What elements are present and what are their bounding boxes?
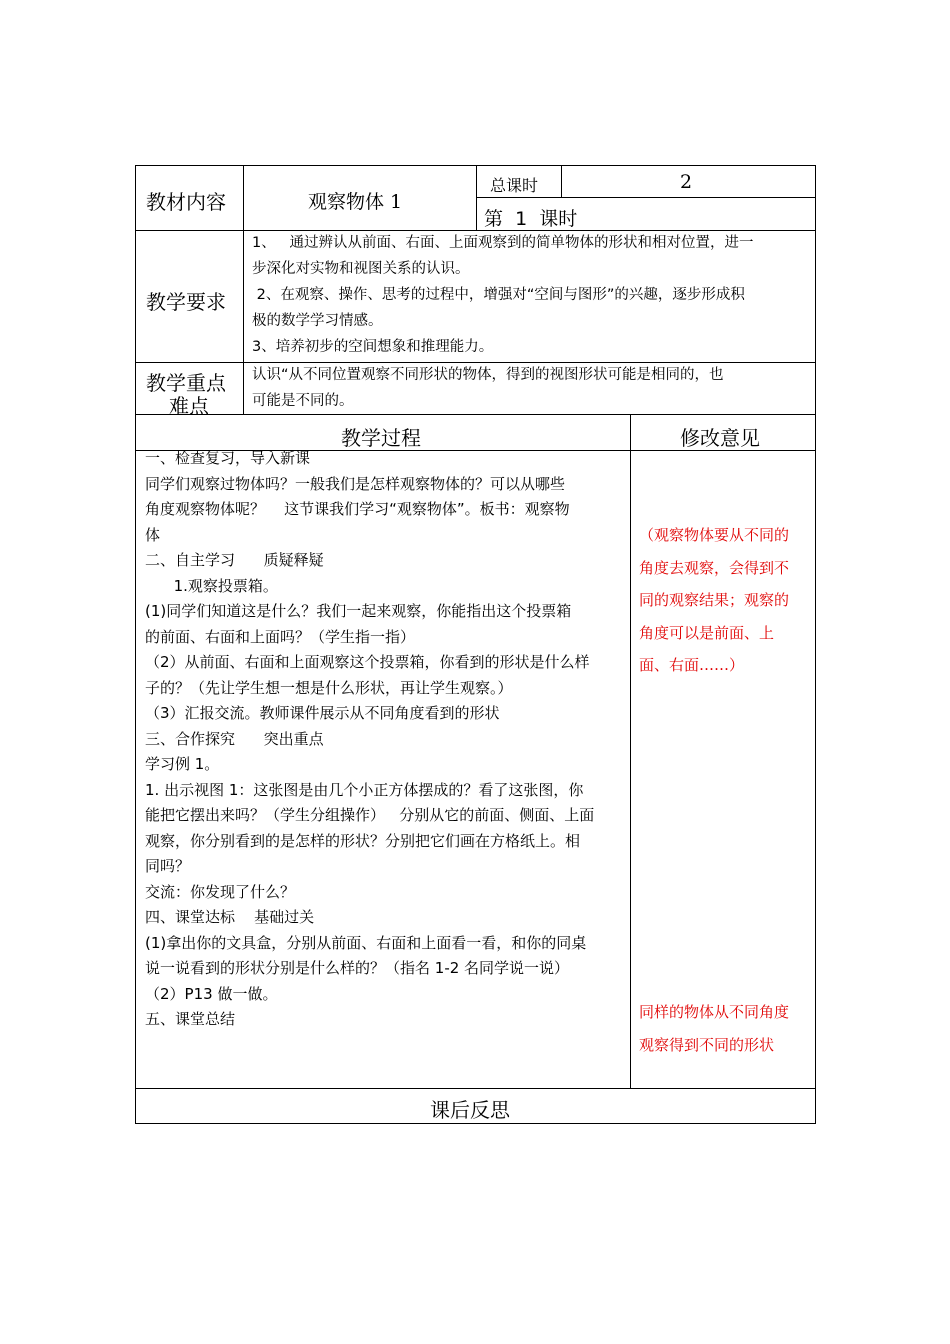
process-line: 体 bbox=[145, 525, 161, 544]
key-points-line: 认识“从不同位置观察不同形状的物体，得到的视图形状可能是相同的，也 bbox=[252, 367, 724, 383]
key-points-label-1: 教学重点 bbox=[146, 371, 226, 395]
process-content bbox=[145, 446, 627, 1033]
requirements-label: 教学要求 bbox=[146, 290, 226, 314]
material-value: 观察物体 1 bbox=[308, 191, 403, 213]
process-line: 三、合作探究 突出重点 bbox=[145, 729, 324, 748]
col-divider bbox=[476, 165, 477, 231]
comment-line: 同样的物体从不同角度 bbox=[639, 1003, 790, 1021]
process-heading: 教学过程 bbox=[341, 426, 421, 450]
comment-line: （观察物体要从不同的 bbox=[639, 526, 790, 544]
process-line: 二、自主学习 质疑释疑 bbox=[145, 551, 324, 569]
process-line: (1)拿出你的文具盒，分别从前面、右面和上面看一看，和你的同桌 bbox=[145, 933, 587, 952]
key-points-label-2: 难点 bbox=[169, 394, 209, 418]
process-line: 五、课堂总结 bbox=[145, 1010, 236, 1028]
table-border-right bbox=[815, 165, 816, 1124]
col-divider bbox=[243, 165, 244, 415]
process-line: 一、检查复习，导入新课 bbox=[145, 449, 311, 467]
requirements-line: 2、在观察、操作、思考的过程中，增强对“空间与图形”的兴趣，逐步形成积 bbox=[252, 287, 745, 303]
comment-line: 角度可以是前面、上 bbox=[639, 623, 775, 642]
comment-note-1 bbox=[639, 519, 811, 682]
process-line: 角度观察物体呢？ 这节课我们学习“观察物体”。板书：观察物 bbox=[145, 500, 570, 518]
col-divider bbox=[561, 165, 562, 198]
comment-note-2 bbox=[639, 996, 811, 1061]
process-line: 说一说看到的形状分别是什么样的？（指名 1-2 名同学说一说） bbox=[145, 959, 570, 977]
comment-line: 同的观察结果；观察的 bbox=[639, 591, 790, 609]
process-line: 同吗？ bbox=[145, 857, 191, 875]
material-label: 教材内容 bbox=[146, 190, 226, 214]
process-line: 学习例 1。 bbox=[145, 755, 220, 773]
row-divider bbox=[135, 414, 816, 415]
process-line: （2）P13 做一做。 bbox=[145, 984, 278, 1003]
process-line: 四、课堂达标 基础过关 bbox=[145, 908, 315, 926]
table-border-left bbox=[135, 165, 136, 1124]
process-line: (1)同学们知道这是什么？我们一起来观察，你能指出这个投票箱 bbox=[145, 602, 572, 620]
key-points-content bbox=[252, 362, 812, 414]
process-line: 1.观察投票箱。 bbox=[145, 576, 278, 595]
process-line: 能把它摆出来吗？（学生分组操作） 分别从它的前面、侧面、上面 bbox=[145, 806, 595, 824]
requirements-line: 极的数学学习情感。 bbox=[252, 313, 383, 329]
comments-heading: 修改意见 bbox=[680, 426, 760, 450]
process-line: 交流：你发现了什么？ bbox=[145, 882, 296, 901]
process-line: （2）从前面、右面和上面观察这个投票箱，你看到的形状是什么样 bbox=[145, 653, 590, 671]
requirements-line: 3、培养初步的空间想象和推理能力。 bbox=[252, 339, 494, 355]
total-hours-label: 总课时 bbox=[490, 176, 539, 195]
col-divider bbox=[630, 414, 631, 1089]
process-line: 子的？（先让学生想一想是什么形状，再让学生观察。） bbox=[145, 678, 513, 697]
requirements-line: 1、 通过辨认从前面、右面、上面观察到的简单物体的形状和相对位置，进一 bbox=[252, 235, 754, 251]
comment-line: 面、右面……） bbox=[639, 656, 745, 674]
lesson-number: 第 1 课时 bbox=[484, 208, 578, 230]
total-hours-value: 2 bbox=[680, 171, 693, 193]
requirements-line: 步深化对实物和视图关系的认识。 bbox=[252, 261, 470, 277]
comment-line: 观察得到不同的形状 bbox=[639, 1035, 775, 1054]
reflection-heading: 课后反思 bbox=[430, 1098, 510, 1122]
comment-line: 角度去观察，会得到不 bbox=[639, 558, 790, 577]
requirements-content bbox=[252, 230, 812, 360]
table-border-bottom bbox=[135, 1123, 816, 1124]
process-line: 同学们观察过物体吗？一般我们是怎样观察物体的？可以从哪些 bbox=[145, 474, 566, 493]
row-divider bbox=[476, 197, 816, 198]
process-line: （3）汇报交流。教师课件展示从不同角度看到的形状 bbox=[145, 704, 500, 722]
process-line: 观察，你分别看到的是怎样的形状？分别把它们画在方格纸上。相 bbox=[145, 831, 581, 850]
process-line: 的前面、右面和上面吗？（学生指一指） bbox=[145, 627, 416, 646]
process-line: 1. 出示视图 1：这张图是由几个小正方体摆成的？看了这张图，你 bbox=[145, 780, 584, 799]
row-divider bbox=[135, 1088, 816, 1089]
key-points-line: 可能是不同的。 bbox=[252, 393, 354, 409]
